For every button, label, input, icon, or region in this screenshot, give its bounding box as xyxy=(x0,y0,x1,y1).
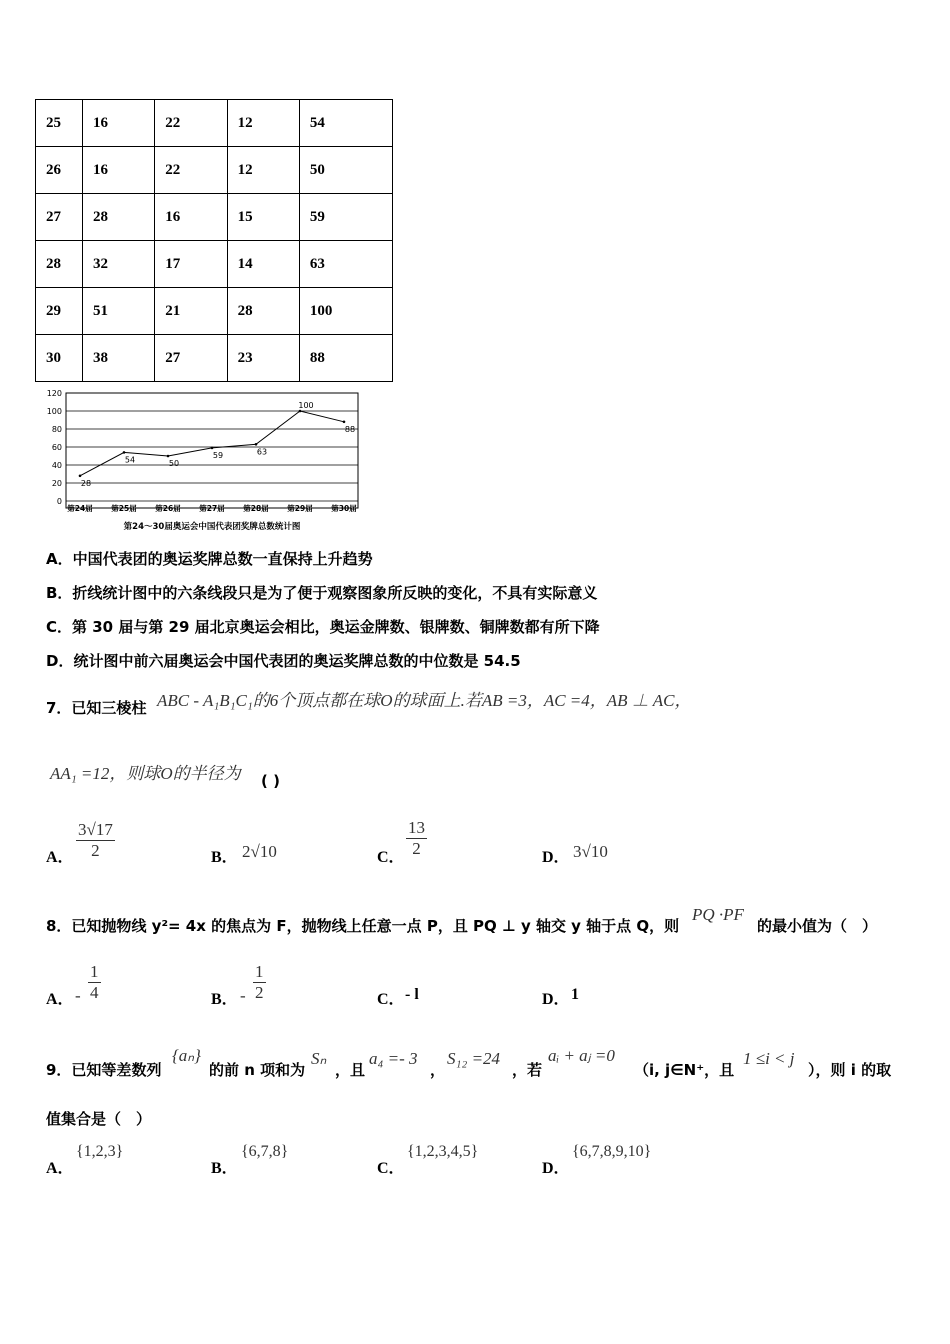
q7-option-a-frac xyxy=(76,820,115,861)
table-cell: 21 xyxy=(155,288,227,335)
q9-a4: a₄ =- 3 xyxy=(369,1049,418,1068)
q7-option-c-frac xyxy=(406,818,427,859)
table-cell: 12 xyxy=(227,100,299,147)
table-cell: 15 xyxy=(227,194,299,241)
q8-option-b-frac xyxy=(253,962,266,1003)
table-cell: 38 xyxy=(83,335,155,382)
table-row xyxy=(36,288,393,335)
chart-x-tick-label: 第29届 xyxy=(287,504,313,513)
chart-point xyxy=(123,451,126,454)
chart-point xyxy=(79,475,82,478)
q7-option-c-num: 13 xyxy=(408,818,425,837)
q9-option-c-letter: C． xyxy=(377,1160,405,1177)
table-row xyxy=(36,100,393,147)
table-cell: 23 xyxy=(227,335,299,382)
table-cell: 59 xyxy=(299,194,392,241)
table-cell: 28 xyxy=(227,288,299,335)
q8-option-a-den: 4 xyxy=(90,983,99,1002)
q8-option-b-sign: - xyxy=(240,986,246,1005)
medal-table-body xyxy=(36,100,393,382)
chart-data-label: 59 xyxy=(212,450,224,460)
chart-x-tick-label: 第24届 xyxy=(67,504,93,513)
q9-stem-e: （i, j∈N⁺，且 xyxy=(634,1061,735,1079)
chart-y-tick-label: 0 xyxy=(56,497,62,506)
chart-y-tick-label: 120 xyxy=(46,389,62,398)
q7-option-c-den: 2 xyxy=(412,839,421,858)
q9-stem-f: ），则 i 的取 xyxy=(808,1061,892,1079)
table-row xyxy=(36,147,393,194)
chart-data-label: 50 xyxy=(168,459,180,468)
table-cell: 54 xyxy=(299,100,392,147)
chart-title: 第24～30届奥运会中国代表团奖牌总数统计图 xyxy=(123,522,301,532)
chart-x-tick-label: 第26届 xyxy=(155,504,181,513)
q8-option-c-text: - l xyxy=(405,986,419,1003)
chart-x-tick-label: 第30届 xyxy=(331,504,357,513)
chart-y-tick-label: 100 xyxy=(46,407,62,416)
q9-option-d-letter: D． xyxy=(542,1160,570,1177)
q7-option-a-num: 3√17 xyxy=(78,820,113,839)
chart-data-label: 63 xyxy=(256,447,268,457)
q7-option-b-text: 2√10 xyxy=(242,842,277,861)
q9-seq: {aₙ} xyxy=(172,1046,201,1065)
table-cell: 29 xyxy=(36,288,83,335)
q8-stem-math: PQ ·PF xyxy=(692,905,744,924)
q8-option-b-den: 2 xyxy=(255,983,264,1002)
q6-option-c: C．第 30 届与第 29 届北京奥运会相比，奥运金牌数、银牌数、铜牌数都有所下降 xyxy=(46,618,600,636)
q9-line2: 值集合是（ ） xyxy=(46,1110,152,1128)
q8-option-a-frac xyxy=(88,962,101,1003)
medal-table xyxy=(35,99,393,382)
chart-point xyxy=(343,421,346,424)
table-cell: 88 xyxy=(299,335,392,382)
q9-stem-a: 9．已知等差数列 xyxy=(46,1061,162,1079)
chart-x-tick-label: 第25届 xyxy=(111,504,137,513)
table-row xyxy=(36,241,393,288)
q9-range: 1 ≤i < j xyxy=(743,1049,795,1068)
table-cell: 25 xyxy=(36,100,83,147)
q8-stem-b: 的最小值为（ ） xyxy=(757,917,878,935)
q9-option-c-text: {1,2,3,4,5} xyxy=(407,1143,479,1160)
table-row xyxy=(36,335,393,382)
chart-point xyxy=(167,455,170,458)
chart-point xyxy=(255,443,258,446)
q7-option-c-letter: C． xyxy=(377,849,405,866)
q9-s12: S₁₂ =24 xyxy=(447,1049,501,1068)
q8-option-d-letter: D． xyxy=(542,991,570,1008)
q8-option-b-num: 1 xyxy=(255,962,264,981)
chart-y-tick-label: 60 xyxy=(51,443,62,452)
q9-option-b-letter: B． xyxy=(211,1160,238,1177)
q7-line2: AA₁ =12，则球O的半径为 xyxy=(50,764,241,783)
table-cell: 16 xyxy=(83,147,155,194)
chart-y-ticks xyxy=(47,389,62,506)
q7-paren: ( ) xyxy=(261,772,280,790)
medal-line-chart xyxy=(40,388,370,534)
q9-stem-b: 的前 n 项和为 xyxy=(209,1061,306,1079)
q8-option-a-num: 1 xyxy=(90,962,99,981)
q7-option-b-letter: B． xyxy=(211,849,238,866)
q7-option-a-letter: A． xyxy=(46,849,74,866)
chart-y-tick-label: 40 xyxy=(51,461,62,470)
table-cell: 32 xyxy=(83,241,155,288)
q7-stem-prefix: 7．已知三棱柱 xyxy=(46,699,147,717)
q8-option-d-text: 1 xyxy=(571,986,579,1003)
table-cell: 50 xyxy=(299,147,392,194)
table-row xyxy=(36,194,393,241)
chart-x-tick-label: 第27届 xyxy=(199,504,225,513)
table-cell: 17 xyxy=(155,241,227,288)
table-cell: 12 xyxy=(227,147,299,194)
q9-option-d-text: {6,7,8,9,10} xyxy=(572,1143,652,1160)
q9-cond: aᵢ + aⱼ =0 xyxy=(548,1046,615,1065)
q9-stem-d: ，若 xyxy=(512,1061,543,1079)
q7-option-d-letter: D． xyxy=(542,849,570,866)
chart-data-label: 28 xyxy=(80,478,92,488)
q9-comma: ， xyxy=(430,1061,446,1079)
table-cell: 16 xyxy=(155,194,227,241)
table-cell: 22 xyxy=(155,147,227,194)
q9-sn: Sₙ xyxy=(311,1049,327,1068)
table-cell: 27 xyxy=(155,335,227,382)
chart-x-tick-label: 第28届 xyxy=(243,504,269,513)
chart-data-label: 54 xyxy=(124,455,136,465)
table-cell: 51 xyxy=(83,288,155,335)
q7-stem-math: ABC - A₁B₁C₁的6个顶点都在球O的球面上.若AB =3，AC =4，AB ⊥ AC， xyxy=(157,691,692,710)
chart-data-label: 100 xyxy=(298,401,314,410)
q8-option-a-letter: A． xyxy=(46,991,74,1008)
table-cell: 26 xyxy=(36,147,83,194)
chart-series-line xyxy=(80,411,344,476)
table-cell: 28 xyxy=(83,194,155,241)
q8-option-c-letter: C． xyxy=(377,991,405,1008)
chart-point xyxy=(299,410,302,413)
q9-option-a-text: {1,2,3} xyxy=(76,1143,124,1160)
table-cell: 100 xyxy=(299,288,392,335)
table-cell: 27 xyxy=(36,194,83,241)
q9-option-a-letter: A． xyxy=(46,1160,74,1177)
table-cell: 14 xyxy=(227,241,299,288)
q8-option-b-letter: B． xyxy=(211,991,238,1008)
q9-stem-c: ，且 xyxy=(335,1061,366,1079)
q7-option-d-text: 3√10 xyxy=(573,842,608,861)
chart-points xyxy=(79,410,346,477)
q8-stem-a: 8．已知抛物线 y²= 4x 的焦点为 F，抛物线上任意一点 P，且 PQ ⊥ y 轴交 y 轴于点 Q，则 xyxy=(46,917,680,935)
chart-y-tick-label: 20 xyxy=(51,479,62,488)
table-cell: 30 xyxy=(36,335,83,382)
q8-option-a-sign: - xyxy=(75,986,81,1005)
chart-point xyxy=(211,447,214,450)
chart-data-label: 88 xyxy=(344,424,356,434)
q6-option-b: B．折线统计图中的六条线段只是为了便于观察图象所反映的变化，不具有实际意义 xyxy=(46,584,598,602)
table-cell: 28 xyxy=(36,241,83,288)
table-cell: 16 xyxy=(83,100,155,147)
q9-option-b-text: {6,7,8} xyxy=(241,1143,289,1160)
table-cell: 22 xyxy=(155,100,227,147)
q6-option-d: D．统计图中前六届奥运会中国代表团的奥运奖牌总数的中位数是 54.5 xyxy=(46,652,521,670)
q6-option-a: A．中国代表团的奥运奖牌总数一直保持上升趋势 xyxy=(46,550,373,568)
table-cell: 63 xyxy=(299,241,392,288)
q7-option-a-den: 2 xyxy=(91,841,100,860)
chart-y-tick-label: 80 xyxy=(51,425,62,434)
